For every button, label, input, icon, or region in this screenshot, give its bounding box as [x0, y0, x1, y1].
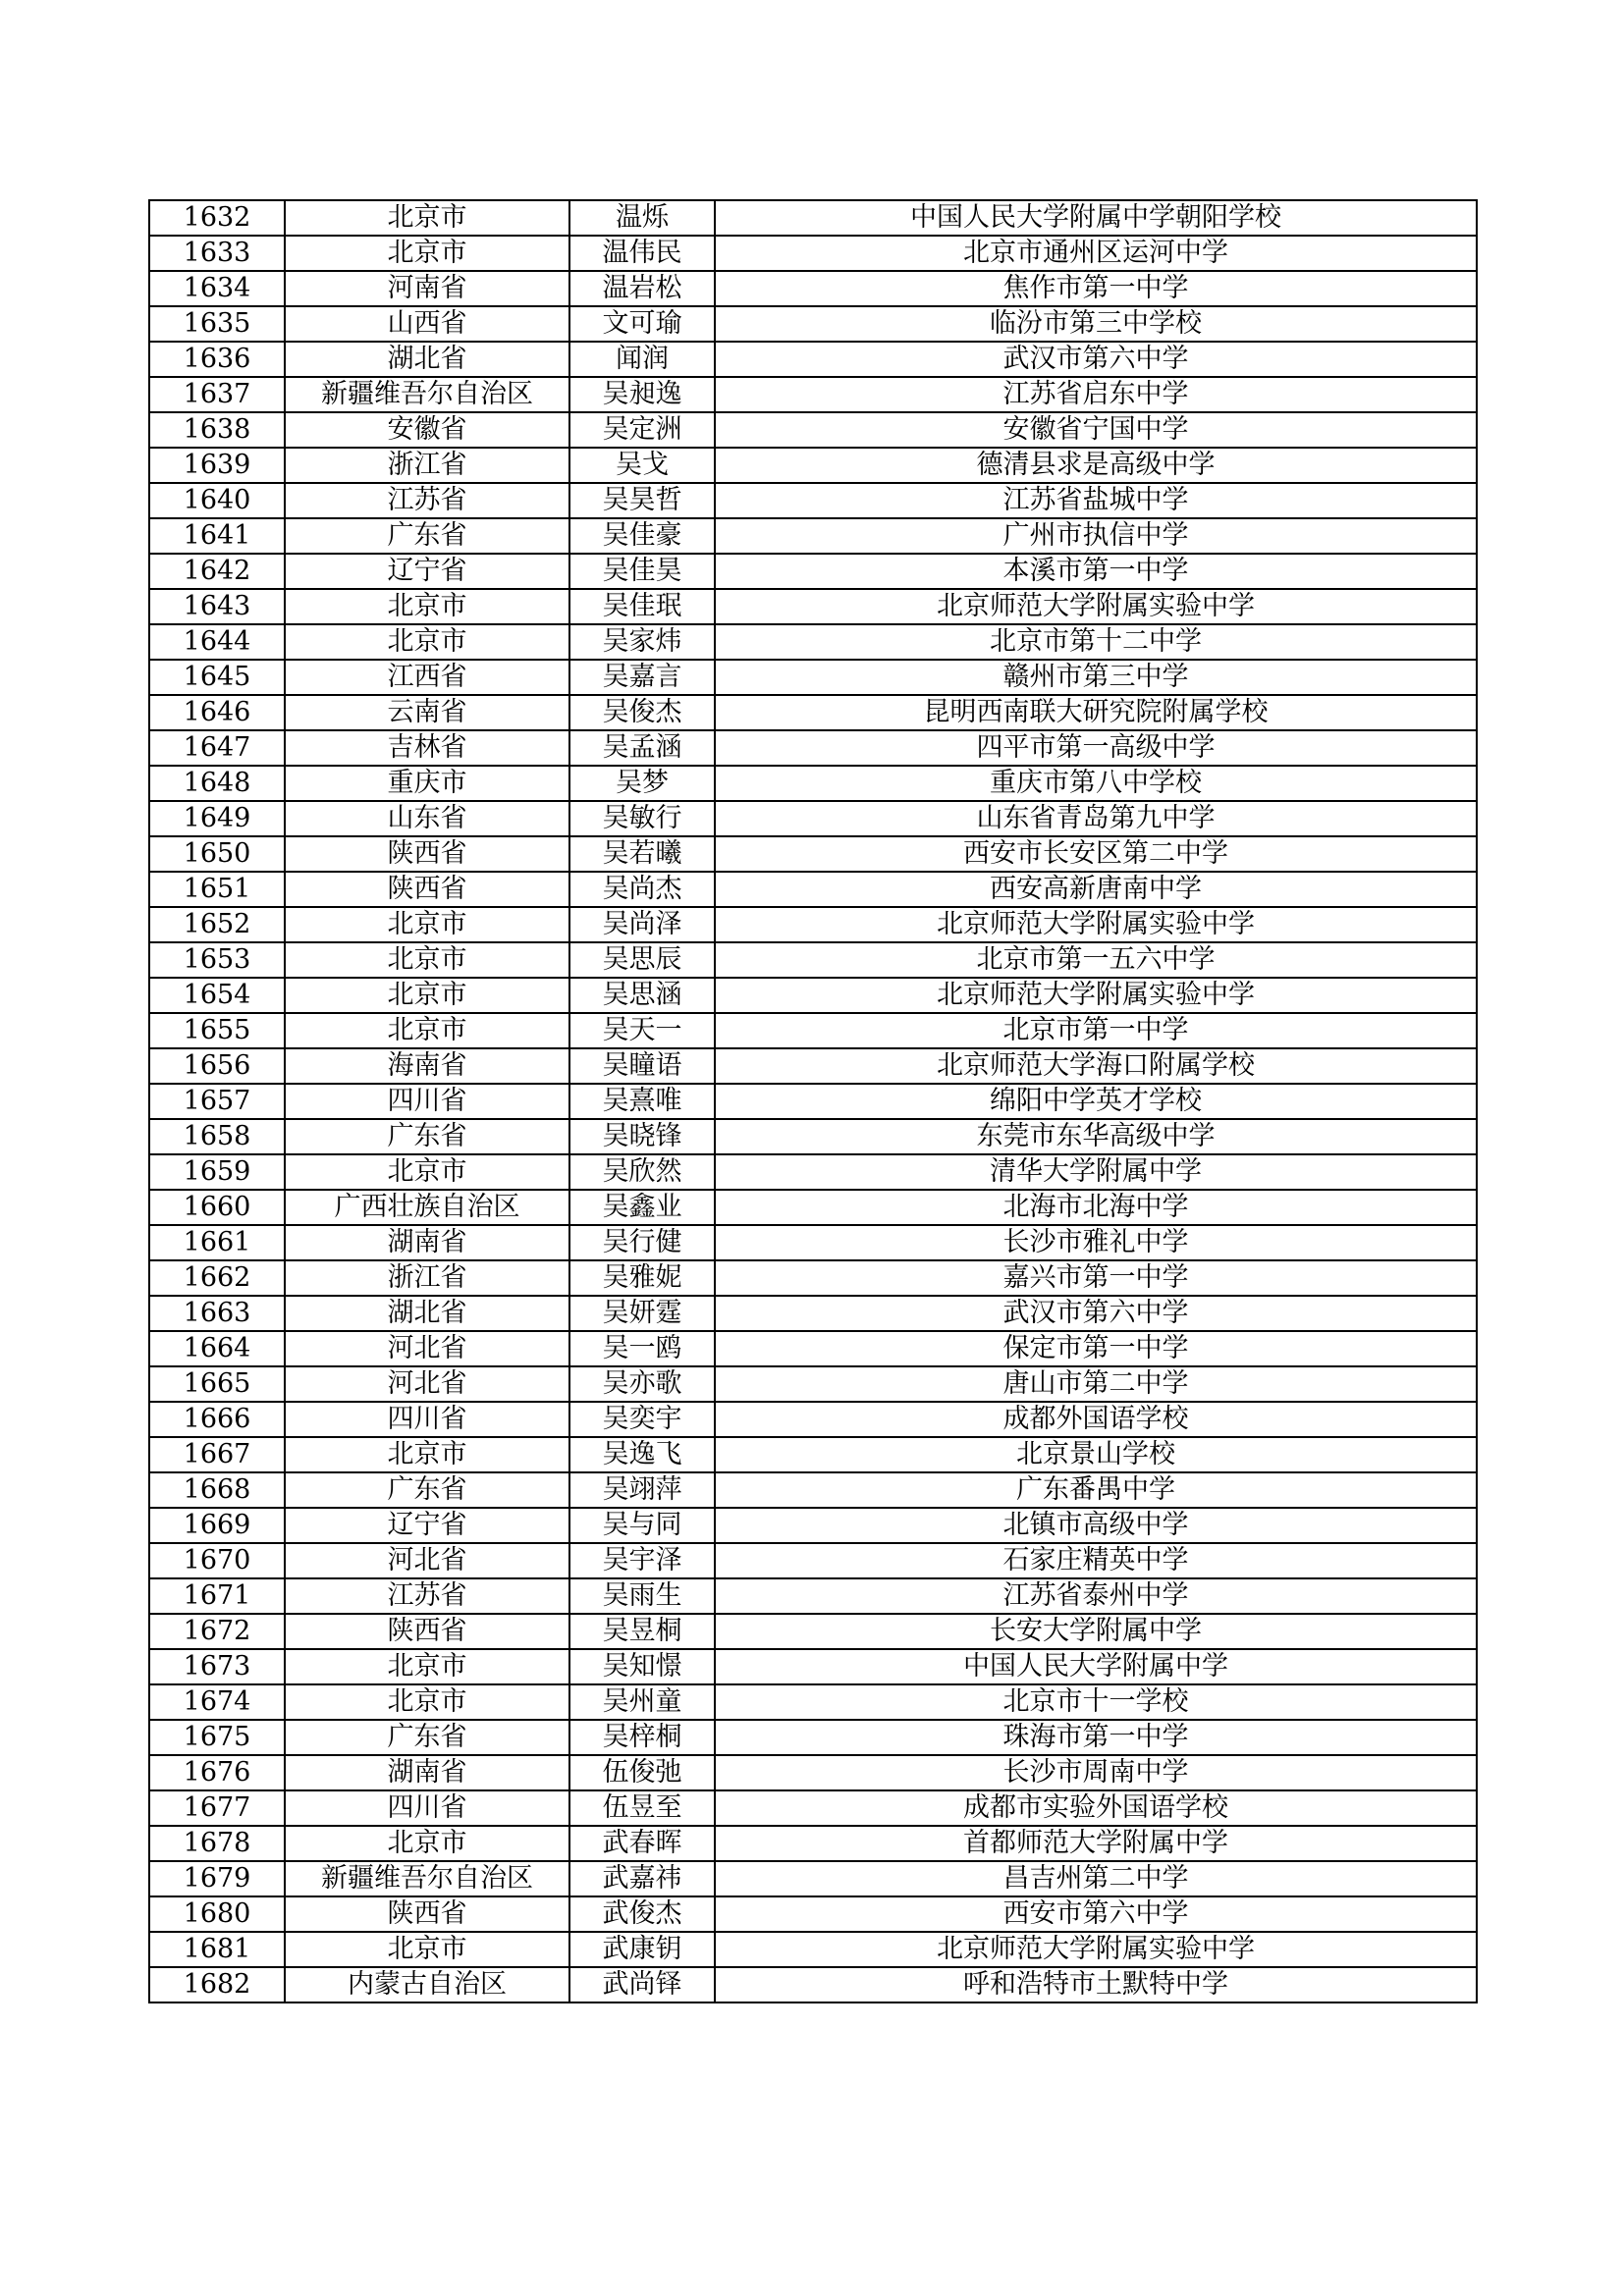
- table-row: [149, 1755, 1477, 1790]
- province-cell: 北京市: [285, 1154, 569, 1190]
- province-cell: 江西省: [285, 660, 569, 695]
- province-cell: 浙江省: [285, 1260, 569, 1296]
- name-cell: 吴逸飞: [569, 1437, 715, 1472]
- name-cell: 吴行健: [569, 1225, 715, 1260]
- school-cell: 北海市北海中学: [715, 1190, 1477, 1225]
- name-cell: 吴佳珉: [569, 589, 715, 624]
- name-cell: 吴州童: [569, 1684, 715, 1720]
- province-cell: 四川省: [285, 1402, 569, 1437]
- province-cell: 辽宁省: [285, 1508, 569, 1543]
- school-cell: 成都市实验外国语学校: [715, 1790, 1477, 1826]
- province-cell: 北京市: [285, 1013, 569, 1048]
- school-cell: 重庆市第八中学校: [715, 766, 1477, 801]
- table-row: [149, 1154, 1477, 1190]
- number-cell: 1667: [149, 1437, 285, 1472]
- school-cell: 北京师范大学附属实验中学: [715, 1932, 1477, 1967]
- school-cell: 北京师范大学附属实验中学: [715, 907, 1477, 942]
- name-cell: 温伟民: [569, 236, 715, 271]
- name-cell: 吴瞳语: [569, 1048, 715, 1084]
- table-row: [149, 412, 1477, 448]
- number-cell: 1676: [149, 1755, 285, 1790]
- province-cell: 新疆维吾尔自治区: [285, 377, 569, 412]
- name-cell: 吴鑫业: [569, 1190, 715, 1225]
- number-cell: 1638: [149, 412, 285, 448]
- province-cell: 北京市: [285, 907, 569, 942]
- table-row: [149, 1861, 1477, 1896]
- number-cell: 1670: [149, 1543, 285, 1578]
- school-cell: 清华大学附属中学: [715, 1154, 1477, 1190]
- school-cell: 临汾市第三中学校: [715, 306, 1477, 342]
- table-row: [149, 1614, 1477, 1649]
- province-cell: 湖北省: [285, 342, 569, 377]
- table-row: [149, 1472, 1477, 1508]
- province-cell: 陕西省: [285, 1614, 569, 1649]
- school-cell: 呼和浩特市土默特中学: [715, 1967, 1477, 2002]
- school-cell: 北京师范大学附属实验中学: [715, 589, 1477, 624]
- name-cell: 吴与同: [569, 1508, 715, 1543]
- number-cell: 1658: [149, 1119, 285, 1154]
- number-cell: 1644: [149, 624, 285, 660]
- number-cell: 1634: [149, 271, 285, 306]
- table-row: [149, 1084, 1477, 1119]
- province-cell: 内蒙古自治区: [285, 1967, 569, 2002]
- name-cell: 吴昊哲: [569, 483, 715, 518]
- province-cell: 广东省: [285, 518, 569, 554]
- school-cell: 北京市通州区运河中学: [715, 236, 1477, 271]
- number-cell: 1646: [149, 695, 285, 730]
- name-cell: 吴敏行: [569, 801, 715, 836]
- number-cell: 1675: [149, 1720, 285, 1755]
- school-cell: 中国人民大学附属中学: [715, 1649, 1477, 1684]
- name-cell: 吴孟涵: [569, 730, 715, 766]
- province-cell: 安徽省: [285, 412, 569, 448]
- table-row: [149, 1402, 1477, 1437]
- number-cell: 1668: [149, 1472, 285, 1508]
- name-cell: 吴梦: [569, 766, 715, 801]
- school-cell: 中国人民大学附属中学朝阳学校: [715, 200, 1477, 236]
- name-cell: 吴定洲: [569, 412, 715, 448]
- school-cell: 珠海市第一中学: [715, 1720, 1477, 1755]
- table-row: [149, 589, 1477, 624]
- number-cell: 1679: [149, 1861, 285, 1896]
- school-cell: 北京市第一五六中学: [715, 942, 1477, 978]
- school-cell: 武汉市第六中学: [715, 1296, 1477, 1331]
- school-cell: 长安大学附属中学: [715, 1614, 1477, 1649]
- province-cell: 江苏省: [285, 483, 569, 518]
- number-cell: 1640: [149, 483, 285, 518]
- table-row: [149, 1119, 1477, 1154]
- province-cell: 北京市: [285, 1649, 569, 1684]
- number-cell: 1635: [149, 306, 285, 342]
- name-cell: 温岩松: [569, 271, 715, 306]
- name-cell: 吴晓锋: [569, 1119, 715, 1154]
- table-row: [149, 801, 1477, 836]
- province-cell: 陕西省: [285, 836, 569, 872]
- number-cell: 1641: [149, 518, 285, 554]
- name-cell: 吴昶逸: [569, 377, 715, 412]
- school-cell: 首都师范大学附属中学: [715, 1826, 1477, 1861]
- name-cell: 吴梓桐: [569, 1720, 715, 1755]
- name-cell: 吴熹唯: [569, 1084, 715, 1119]
- table-row: [149, 1543, 1477, 1578]
- province-cell: 重庆市: [285, 766, 569, 801]
- table-row: [149, 1649, 1477, 1684]
- province-cell: 新疆维吾尔自治区: [285, 1861, 569, 1896]
- school-cell: 成都外国语学校: [715, 1402, 1477, 1437]
- province-cell: 河北省: [285, 1366, 569, 1402]
- name-cell: 伍昱至: [569, 1790, 715, 1826]
- table-row: [149, 200, 1477, 236]
- number-cell: 1633: [149, 236, 285, 271]
- school-cell: 石家庄精英中学: [715, 1543, 1477, 1578]
- name-cell: 吴翊萍: [569, 1472, 715, 1508]
- name-cell: 吴佳豪: [569, 518, 715, 554]
- table-row: [149, 1790, 1477, 1826]
- table-row: [149, 1296, 1477, 1331]
- province-cell: 河北省: [285, 1331, 569, 1366]
- number-cell: 1657: [149, 1084, 285, 1119]
- province-cell: 河南省: [285, 271, 569, 306]
- name-cell: 吴奕宇: [569, 1402, 715, 1437]
- province-cell: 吉林省: [285, 730, 569, 766]
- table-row: [149, 1508, 1477, 1543]
- province-cell: 北京市: [285, 200, 569, 236]
- school-cell: 广东番禺中学: [715, 1472, 1477, 1508]
- number-cell: 1660: [149, 1190, 285, 1225]
- name-cell: 吴知憬: [569, 1649, 715, 1684]
- table-row: [149, 1437, 1477, 1472]
- number-cell: 1654: [149, 978, 285, 1013]
- province-cell: 广东省: [285, 1720, 569, 1755]
- number-cell: 1677: [149, 1790, 285, 1826]
- school-cell: 安徽省宁国中学: [715, 412, 1477, 448]
- province-cell: 北京市: [285, 1684, 569, 1720]
- number-cell: 1649: [149, 801, 285, 836]
- province-cell: 广西壮族自治区: [285, 1190, 569, 1225]
- name-cell: 吴佳昊: [569, 554, 715, 589]
- number-cell: 1662: [149, 1260, 285, 1296]
- school-cell: 绵阳中学英才学校: [715, 1084, 1477, 1119]
- number-cell: 1680: [149, 1896, 285, 1932]
- school-cell: 唐山市第二中学: [715, 1366, 1477, 1402]
- province-cell: 江苏省: [285, 1578, 569, 1614]
- school-cell: 赣州市第三中学: [715, 660, 1477, 695]
- number-cell: 1639: [149, 448, 285, 483]
- table-row: [149, 730, 1477, 766]
- roster-table-body: [149, 200, 1477, 2002]
- name-cell: 吴妍霆: [569, 1296, 715, 1331]
- number-cell: 1665: [149, 1366, 285, 1402]
- table-row: [149, 1366, 1477, 1402]
- province-cell: 浙江省: [285, 448, 569, 483]
- table-row: [149, 271, 1477, 306]
- province-cell: 北京市: [285, 624, 569, 660]
- school-cell: 昌吉州第二中学: [715, 1861, 1477, 1896]
- number-cell: 1669: [149, 1508, 285, 1543]
- number-cell: 1661: [149, 1225, 285, 1260]
- number-cell: 1637: [149, 377, 285, 412]
- table-row: [149, 1013, 1477, 1048]
- number-cell: 1673: [149, 1649, 285, 1684]
- number-cell: 1682: [149, 1967, 285, 2002]
- province-cell: 湖南省: [285, 1225, 569, 1260]
- school-cell: 北京景山学校: [715, 1437, 1477, 1472]
- province-cell: 北京市: [285, 1826, 569, 1861]
- table-row: [149, 1684, 1477, 1720]
- school-cell: 江苏省泰州中学: [715, 1578, 1477, 1614]
- name-cell: 吴一鸥: [569, 1331, 715, 1366]
- name-cell: 武春晖: [569, 1826, 715, 1861]
- school-cell: 东莞市东华高级中学: [715, 1119, 1477, 1154]
- name-cell: 武俊杰: [569, 1896, 715, 1932]
- school-cell: 北京师范大学海口附属学校: [715, 1048, 1477, 1084]
- table-row: [149, 766, 1477, 801]
- table-row: [149, 1048, 1477, 1084]
- province-cell: 山西省: [285, 306, 569, 342]
- number-cell: 1632: [149, 200, 285, 236]
- number-cell: 1643: [149, 589, 285, 624]
- province-cell: 广东省: [285, 1472, 569, 1508]
- school-cell: 长沙市周南中学: [715, 1755, 1477, 1790]
- number-cell: 1645: [149, 660, 285, 695]
- school-cell: 西安市长安区第二中学: [715, 836, 1477, 872]
- number-cell: 1674: [149, 1684, 285, 1720]
- number-cell: 1652: [149, 907, 285, 942]
- table-row: [149, 1896, 1477, 1932]
- name-cell: 吴思辰: [569, 942, 715, 978]
- school-cell: 西安高新唐南中学: [715, 872, 1477, 907]
- province-cell: 北京市: [285, 589, 569, 624]
- province-cell: 陕西省: [285, 872, 569, 907]
- school-cell: 昆明西南联大研究院附属学校: [715, 695, 1477, 730]
- school-cell: 嘉兴市第一中学: [715, 1260, 1477, 1296]
- table-row: [149, 872, 1477, 907]
- school-cell: 四平市第一高级中学: [715, 730, 1477, 766]
- name-cell: 温烁: [569, 200, 715, 236]
- number-cell: 1671: [149, 1578, 285, 1614]
- table-row: [149, 1331, 1477, 1366]
- table-row: [149, 695, 1477, 730]
- number-cell: 1647: [149, 730, 285, 766]
- number-cell: 1656: [149, 1048, 285, 1084]
- name-cell: 吴昱桐: [569, 1614, 715, 1649]
- name-cell: 吴雅妮: [569, 1260, 715, 1296]
- province-cell: 四川省: [285, 1084, 569, 1119]
- province-cell: 北京市: [285, 1932, 569, 1967]
- name-cell: 武嘉祎: [569, 1861, 715, 1896]
- school-cell: 江苏省盐城中学: [715, 483, 1477, 518]
- table-row: [149, 518, 1477, 554]
- table-row: [149, 1967, 1477, 2002]
- name-cell: 吴亦歌: [569, 1366, 715, 1402]
- name-cell: 文可瑜: [569, 306, 715, 342]
- province-cell: 河北省: [285, 1543, 569, 1578]
- school-cell: 德清县求是高级中学: [715, 448, 1477, 483]
- table-row: [149, 483, 1477, 518]
- table-row: [149, 907, 1477, 942]
- school-cell: 广州市执信中学: [715, 518, 1477, 554]
- name-cell: 吴思涵: [569, 978, 715, 1013]
- name-cell: 吴嘉言: [569, 660, 715, 695]
- number-cell: 1650: [149, 836, 285, 872]
- table-row: [149, 377, 1477, 412]
- school-cell: 焦作市第一中学: [715, 271, 1477, 306]
- school-cell: 本溪市第一中学: [715, 554, 1477, 589]
- province-cell: 云南省: [285, 695, 569, 730]
- number-cell: 1678: [149, 1826, 285, 1861]
- number-cell: 1663: [149, 1296, 285, 1331]
- name-cell: 闻润: [569, 342, 715, 377]
- name-cell: 吴天一: [569, 1013, 715, 1048]
- school-cell: 长沙市雅礼中学: [715, 1225, 1477, 1260]
- table-row: [149, 978, 1477, 1013]
- roster-table: [148, 199, 1478, 2003]
- name-cell: 吴俊杰: [569, 695, 715, 730]
- table-row: [149, 1225, 1477, 1260]
- province-cell: 北京市: [285, 236, 569, 271]
- province-cell: 陕西省: [285, 1896, 569, 1932]
- school-cell: 北镇市高级中学: [715, 1508, 1477, 1543]
- number-cell: 1664: [149, 1331, 285, 1366]
- table-row: [149, 624, 1477, 660]
- school-cell: 西安市第六中学: [715, 1896, 1477, 1932]
- table-row: [149, 660, 1477, 695]
- name-cell: 吴若曦: [569, 836, 715, 872]
- number-cell: 1653: [149, 942, 285, 978]
- table-row: [149, 1826, 1477, 1861]
- table-row: [149, 554, 1477, 589]
- province-cell: 山东省: [285, 801, 569, 836]
- province-cell: 湖北省: [285, 1296, 569, 1331]
- number-cell: 1666: [149, 1402, 285, 1437]
- province-cell: 海南省: [285, 1048, 569, 1084]
- table-row: [149, 1720, 1477, 1755]
- number-cell: 1681: [149, 1932, 285, 1967]
- school-cell: 北京市第一中学: [715, 1013, 1477, 1048]
- table-row: [149, 342, 1477, 377]
- table-row: [149, 306, 1477, 342]
- number-cell: 1655: [149, 1013, 285, 1048]
- number-cell: 1659: [149, 1154, 285, 1190]
- province-cell: 辽宁省: [285, 554, 569, 589]
- table-row: [149, 1932, 1477, 1967]
- table-row: [149, 836, 1477, 872]
- name-cell: 吴戈: [569, 448, 715, 483]
- province-cell: 北京市: [285, 1437, 569, 1472]
- name-cell: 武康钥: [569, 1932, 715, 1967]
- number-cell: 1651: [149, 872, 285, 907]
- school-cell: 江苏省启东中学: [715, 377, 1477, 412]
- table-row: [149, 1260, 1477, 1296]
- name-cell: 吴宇泽: [569, 1543, 715, 1578]
- school-cell: 武汉市第六中学: [715, 342, 1477, 377]
- province-cell: 湖南省: [285, 1755, 569, 1790]
- province-cell: 北京市: [285, 942, 569, 978]
- table-row: [149, 942, 1477, 978]
- province-cell: 北京市: [285, 978, 569, 1013]
- table-row: [149, 1578, 1477, 1614]
- school-cell: 北京市十一学校: [715, 1684, 1477, 1720]
- school-cell: 保定市第一中学: [715, 1331, 1477, 1366]
- table-row: [149, 236, 1477, 271]
- table-row: [149, 448, 1477, 483]
- name-cell: 伍俊弛: [569, 1755, 715, 1790]
- province-cell: 四川省: [285, 1790, 569, 1826]
- number-cell: 1648: [149, 766, 285, 801]
- number-cell: 1636: [149, 342, 285, 377]
- school-cell: 山东省青岛第九中学: [715, 801, 1477, 836]
- province-cell: 广东省: [285, 1119, 569, 1154]
- name-cell: 吴尚泽: [569, 907, 715, 942]
- table-row: [149, 1190, 1477, 1225]
- name-cell: 吴家炜: [569, 624, 715, 660]
- number-cell: 1642: [149, 554, 285, 589]
- name-cell: 武尚铎: [569, 1967, 715, 2002]
- name-cell: 吴欣然: [569, 1154, 715, 1190]
- name-cell: 吴雨生: [569, 1578, 715, 1614]
- school-cell: 北京市第十二中学: [715, 624, 1477, 660]
- school-cell: 北京师范大学附属实验中学: [715, 978, 1477, 1013]
- number-cell: 1672: [149, 1614, 285, 1649]
- name-cell: 吴尚杰: [569, 872, 715, 907]
